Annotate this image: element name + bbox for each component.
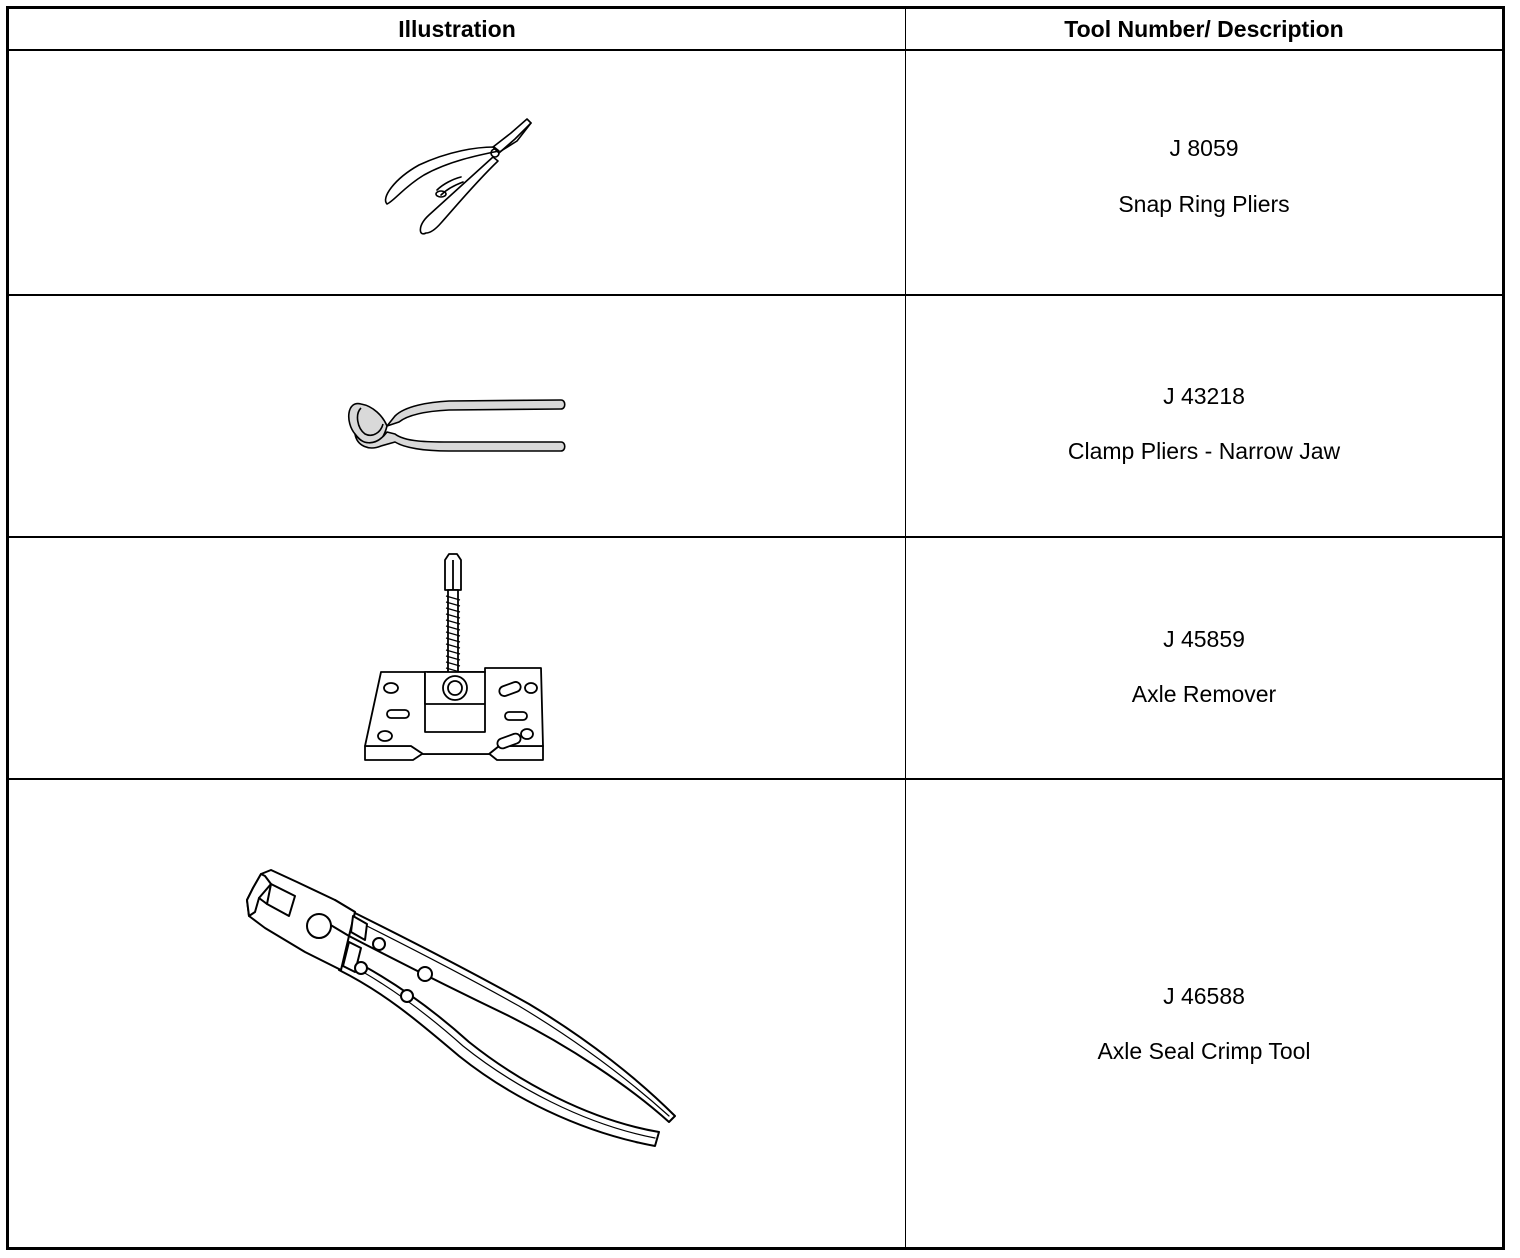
tool-description: Clamp Pliers - Narrow Jaw: [1067, 438, 1341, 464]
header-tool-description: Tool Number/ Description: [1064, 15, 1344, 42]
table-row-description: [906, 538, 1502, 778]
table-row-illustration: [9, 780, 905, 1247]
snap-ring-pliers-icon: [9, 51, 905, 294]
crimp-tool-icon: [9, 780, 905, 1247]
special-tools-table: [6, 6, 1505, 1250]
tool-description: Axle Seal Crimp Tool: [1097, 1038, 1311, 1064]
table-row-illustration: [9, 51, 905, 294]
tool-number: J 45859: [1163, 626, 1245, 652]
header-illustration: Illustration: [398, 15, 516, 42]
clamp-pliers-icon: [9, 296, 905, 536]
tool-number: J 8059: [1169, 135, 1239, 161]
axle-remover-icon: [9, 538, 905, 778]
table-row-description: [906, 51, 1502, 294]
tool-description: Snap Ring Pliers: [1118, 191, 1290, 217]
table-row-illustration: [9, 538, 905, 778]
tool-number: J 46588: [1163, 983, 1245, 1009]
table-row-description: [906, 780, 1502, 1247]
tool-description: Axle Remover: [1131, 681, 1277, 707]
table-row-illustration: [9, 296, 905, 536]
table-row-description: [906, 296, 1502, 536]
tool-number: J 43218: [1163, 383, 1245, 409]
